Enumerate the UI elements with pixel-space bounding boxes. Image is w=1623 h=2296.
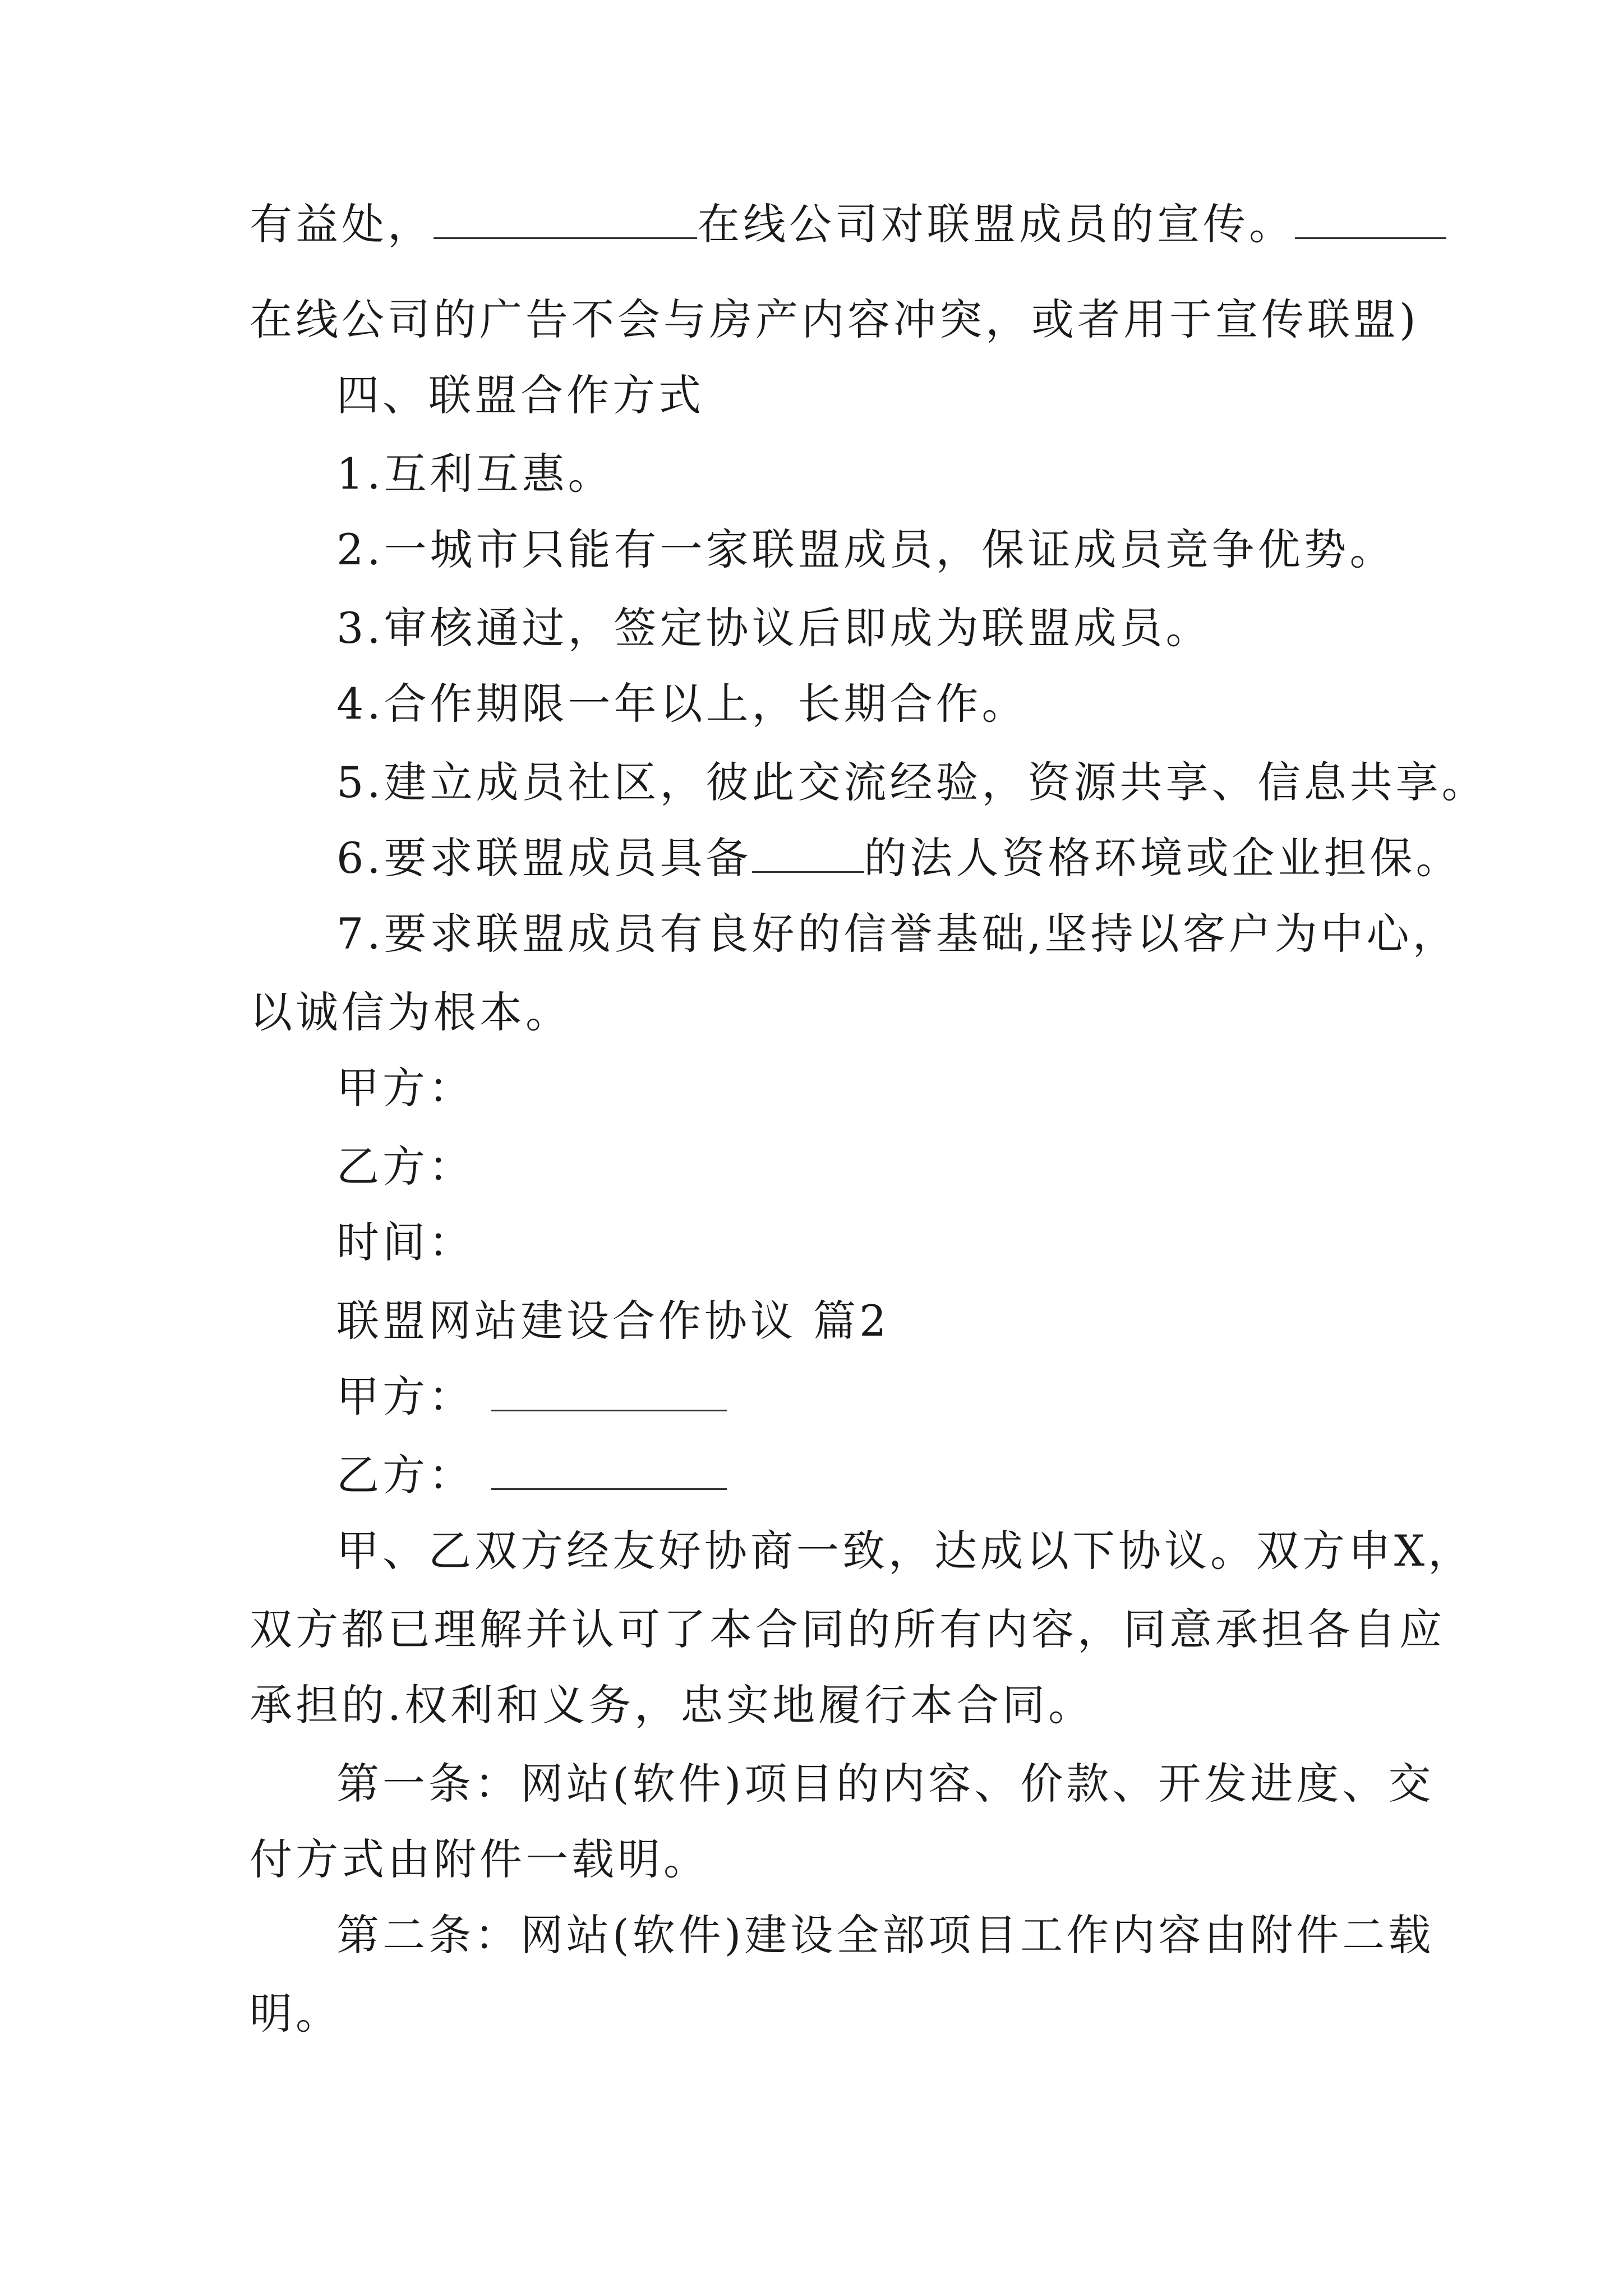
list-item: 1.互利互惠。 [336, 449, 614, 499]
section-title: 联盟网站建设合作协议 篇2 [336, 1296, 890, 1346]
list-item: 3.审核通过，签定协议后即成为联盟成员。 [336, 603, 1212, 653]
clause-line: 明。 [250, 1989, 342, 2039]
text-segment: 6.要求联盟成员具备 [336, 833, 752, 883]
clause-line: 第一条：网站(软件)项目的内容、价款、开发进度、交 [336, 1759, 1435, 1809]
paragraph-line: 承担的.权利和义务，忠实地履行本合同。 [250, 1680, 1095, 1730]
list-item: 7.要求联盟成员有良好的信誉基础,坚持以客户为中心， [336, 909, 1459, 959]
fill-in-blank [491, 1449, 727, 1490]
text-line-2: 在线公司的广告不会与房产内容冲突，或者用于宣传联盟) [250, 295, 1419, 344]
fill-in-blank [1295, 198, 1446, 239]
clause-line: 付方式由附件一载明。 [250, 1834, 709, 1884]
fill-in-blank [491, 1370, 727, 1411]
text-segment: 有益处， [250, 199, 434, 249]
paragraph-line: 双方都已理解并认可了本合同的所有内容，同意承担各自应 [250, 1604, 1445, 1654]
list-item [336, 830, 1462, 886]
date-label: 时间： [336, 1217, 474, 1267]
text-segment: 在线公司对联盟成员的宣传。 [697, 199, 1295, 249]
clause-line: 第二条：网站(软件)建设全部项目工作内容由附件二载 [336, 1910, 1435, 1960]
section-heading: 四、联盟合作方式 [336, 370, 704, 420]
text-segment: 的法人资格环境或企业担保。 [864, 833, 1462, 883]
party-b-line [336, 1447, 727, 1503]
list-item: 2.一城市只能有一家联盟成员，保证成员竞争优势。 [336, 524, 1396, 574]
text-line-1 [250, 196, 1446, 252]
text-line: 以诚信为根本。 [250, 987, 571, 1037]
fill-in-blank [434, 198, 697, 239]
list-item: 5.建立成员社区，彼此交流经验，资源共享、信息共享。 [336, 757, 1488, 807]
fill-in-blank [752, 832, 864, 873]
party-a-label: 甲方： [336, 1372, 474, 1421]
paragraph-line: 甲、乙双方经友好协商一致，达成以下协议。双方申X， [336, 1526, 1474, 1576]
party-a-label: 甲方： [336, 1063, 474, 1113]
party-b-label: 乙方： [336, 1450, 474, 1500]
list-item: 4.合作期限一年以上，长期合作。 [336, 679, 1028, 729]
party-b-label: 乙方： [336, 1142, 474, 1191]
party-a-line [336, 1369, 727, 1425]
